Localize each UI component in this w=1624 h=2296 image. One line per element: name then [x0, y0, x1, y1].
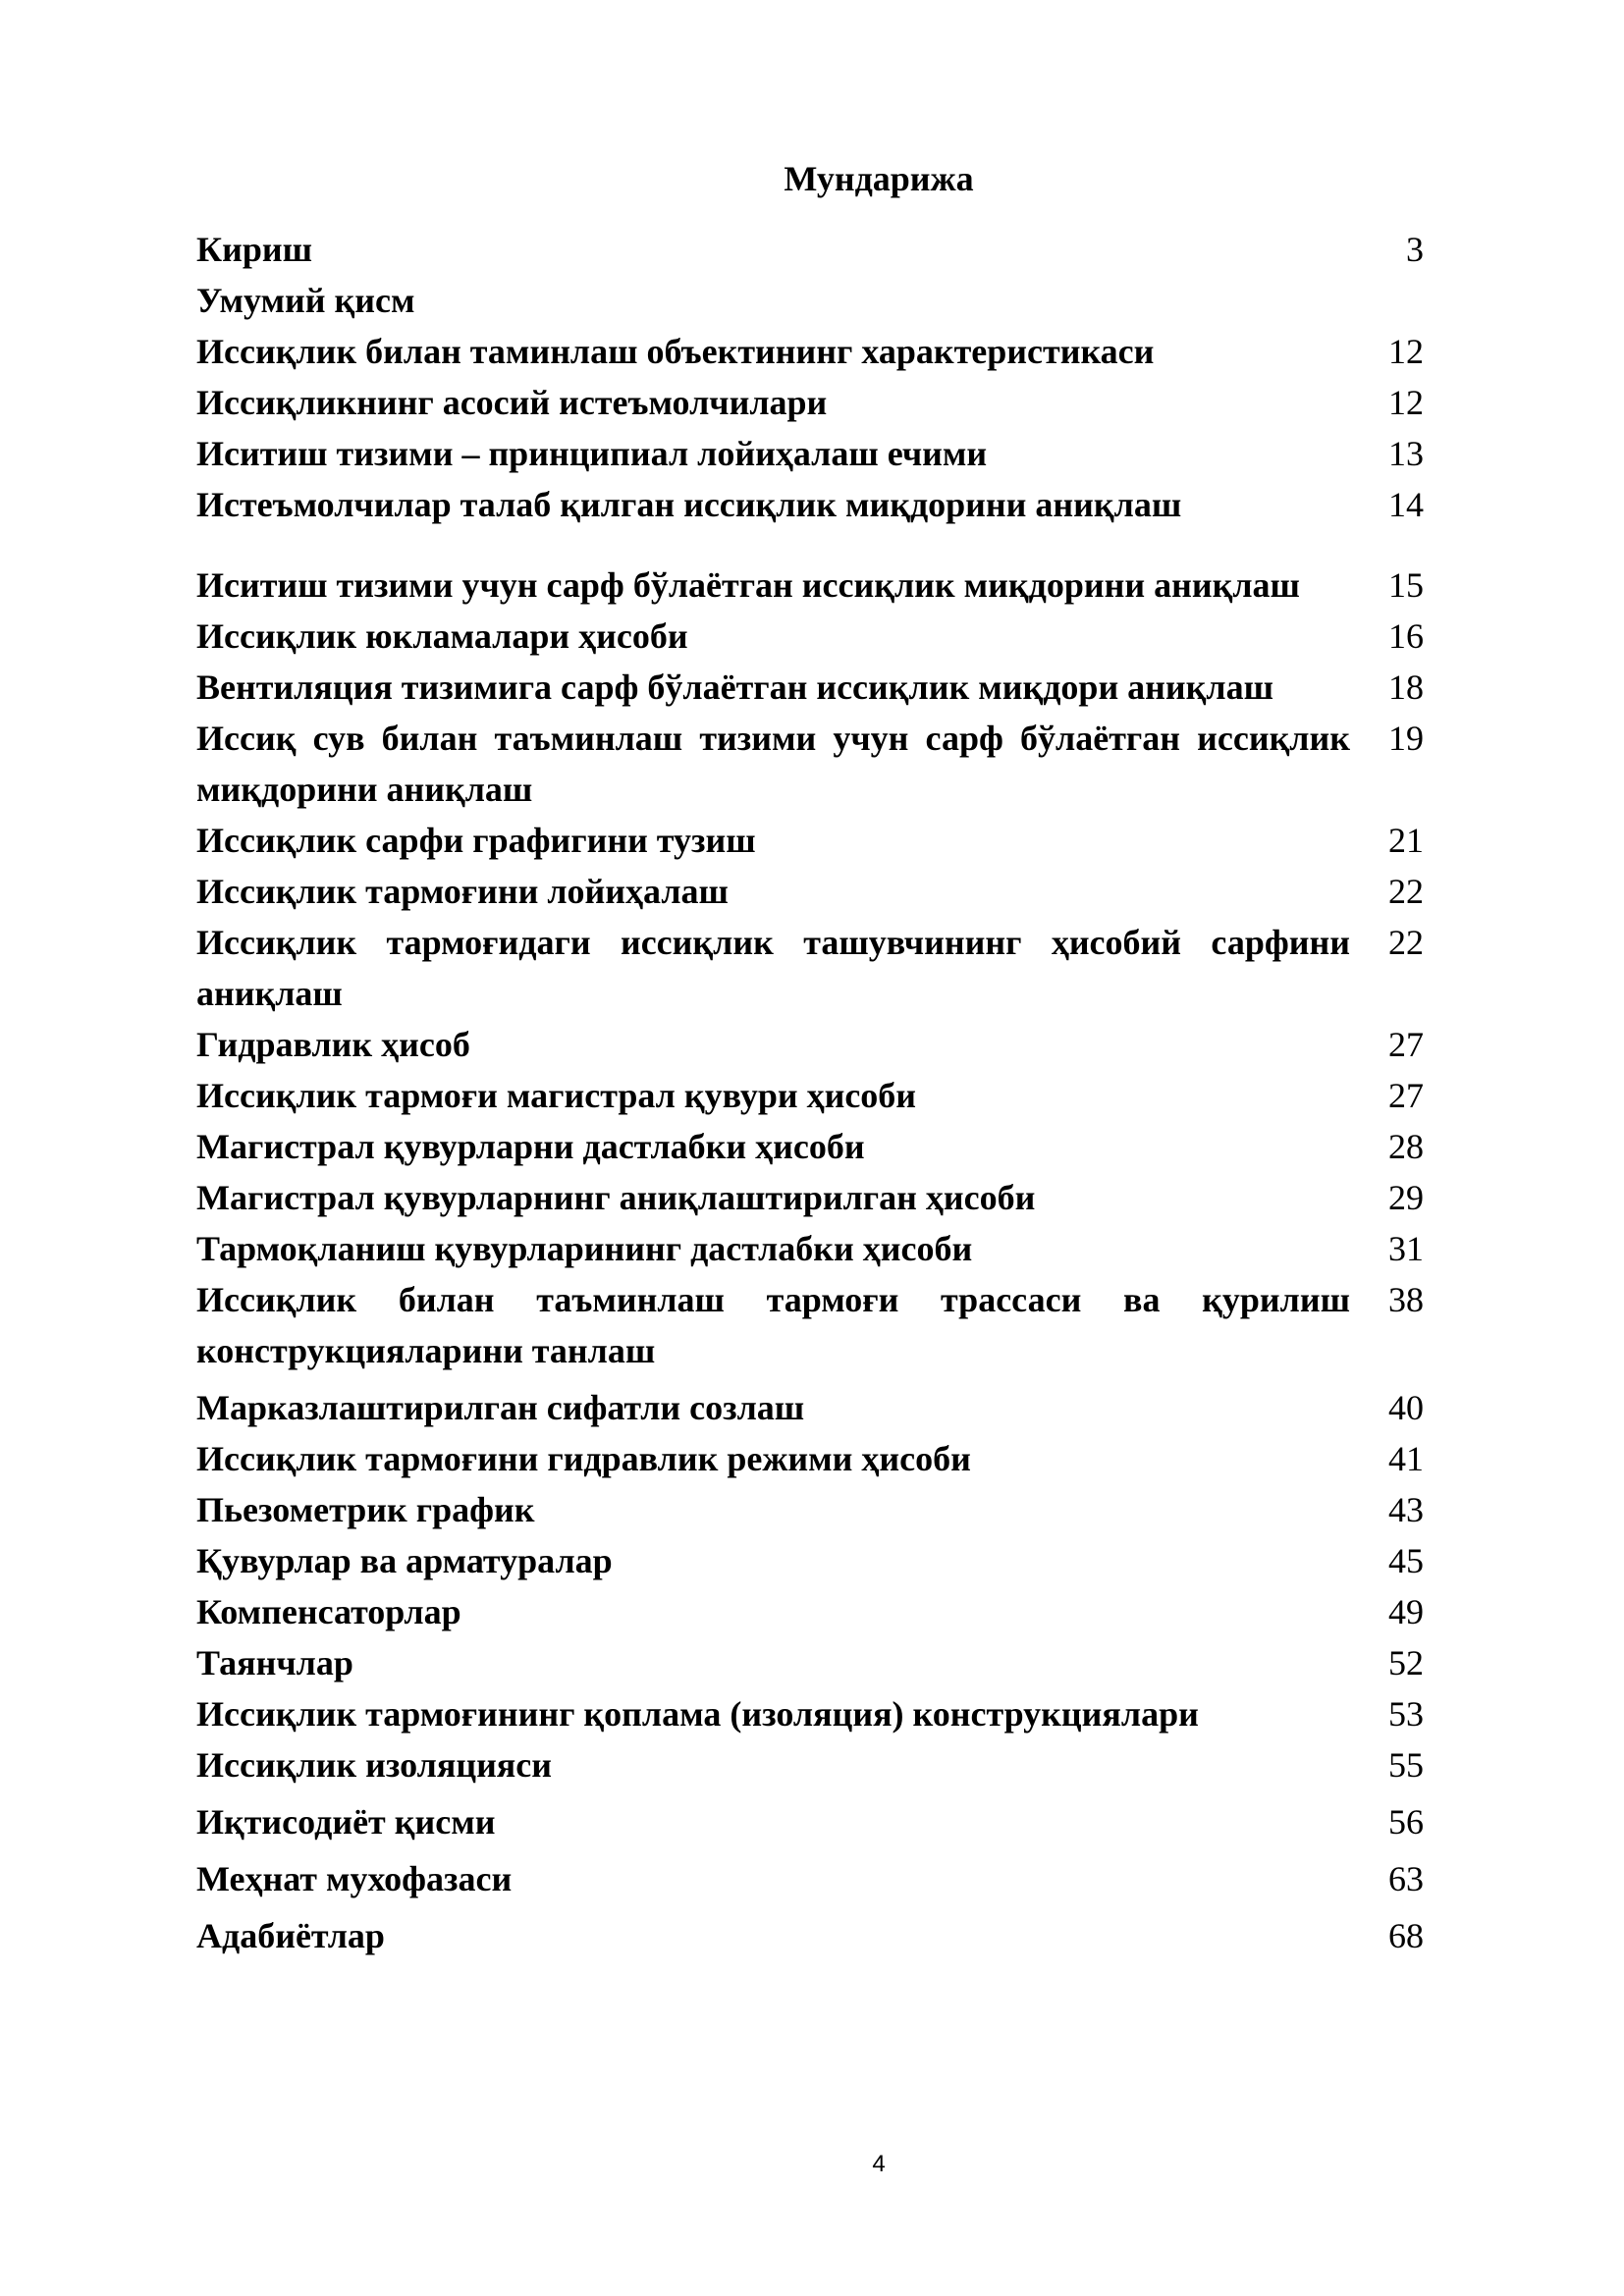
toc-entry-title: Иссиқлик юкламалари ҳисоби: [196, 616, 688, 656]
toc-entry[interactable]: [196, 560, 1424, 611]
toc-entry-page: 41: [1388, 1439, 1424, 1478]
toc-entry-page: 28: [1388, 1127, 1424, 1166]
toc-entry-page: 40: [1388, 1388, 1424, 1427]
toc-entry[interactable]: [196, 1223, 1424, 1274]
toc-entry[interactable]: [196, 1637, 1424, 1688]
toc-entry[interactable]: [196, 224, 1424, 275]
toc-entry-title: Адабиётлар: [196, 1916, 385, 1955]
toc-entry-title: Истеъмолчилар талаб қилган иссиқлик миқдорини аниқлаш: [196, 485, 1182, 524]
toc-entry[interactable]: [196, 1910, 1424, 1961]
toc-entry-title: Меҳнат мухофазаси: [196, 1859, 513, 1898]
toc-entry-title: Иссиқлик тармоғини гидравлик режими ҳисоби: [196, 1439, 971, 1478]
toc-entry[interactable]: [196, 917, 1424, 1019]
toc-entry[interactable]: [196, 479, 1424, 530]
table-of-contents: [196, 224, 1424, 1961]
toc-entry-page: 22: [1388, 923, 1424, 962]
toc-entry-page: 68: [1388, 1916, 1424, 1955]
toc-entry[interactable]: [196, 1484, 1424, 1535]
toc-entry[interactable]: [196, 1796, 1424, 1847]
toc-entry-page: 3: [1406, 230, 1424, 269]
toc-entry-page: 63: [1388, 1859, 1424, 1898]
toc-entry[interactable]: [196, 1019, 1424, 1070]
toc-entry-title: Қувурлар ва арматуралар: [196, 1541, 613, 1580]
toc-entry-title: Магистрал қувурларнинг аниқлаштирилган ҳисоби: [196, 1178, 1036, 1217]
toc-entry-page: 53: [1388, 1694, 1424, 1734]
toc-entry-title: Иссиқлик сарфи графигини тузиш: [196, 821, 756, 860]
toc-entry-title: Компенсаторлар: [196, 1592, 461, 1631]
toc-entry[interactable]: [196, 1739, 1424, 1790]
toc-entry[interactable]: [196, 1070, 1424, 1121]
toc-entry[interactable]: [196, 1382, 1424, 1433]
toc-entry-title: Умумий қисм: [196, 281, 415, 320]
toc-entry-page: 15: [1388, 565, 1424, 605]
toc-entry-page: 16: [1388, 616, 1424, 656]
toc-entry[interactable]: [196, 662, 1424, 713]
toc-entry-page: 19: [1388, 719, 1424, 758]
toc-entry-title: Иссиқ сув билан таъминлаш тизими учун сарф бўлаётган иссиқлик миқдорини аниқлаш: [196, 719, 1350, 809]
toc-entry[interactable]: [196, 428, 1424, 479]
toc-entry-page: 29: [1388, 1178, 1424, 1217]
toc-entry-page: 12: [1388, 383, 1424, 422]
toc-entry[interactable]: [196, 1586, 1424, 1637]
toc-entry-page: 22: [1388, 872, 1424, 911]
toc-entry[interactable]: [196, 1853, 1424, 1904]
toc-entry-title: Гидравлик ҳисоб: [196, 1025, 470, 1064]
toc-entry-title: Иссиқлик тармоғининг қоплама (изоляция) конструкциялари: [196, 1694, 1199, 1734]
toc-entry-title: Иссиқликнинг асосий истеъмолчилари: [196, 383, 828, 422]
toc-heading: Мундарижа: [784, 159, 974, 198]
toc-entry-page: 56: [1388, 1802, 1424, 1842]
toc-entry[interactable]: [196, 1433, 1424, 1484]
toc-entry-page: 27: [1388, 1025, 1424, 1064]
toc-entry-page: 14: [1388, 485, 1424, 524]
toc-entry[interactable]: [196, 1688, 1424, 1739]
toc-entry-page: 52: [1388, 1643, 1424, 1682]
page-number: 4: [872, 2151, 886, 2177]
toc-entry[interactable]: [196, 1535, 1424, 1586]
toc-entry-title: Пьезометрик график: [196, 1490, 535, 1529]
toc-entry-title: Иссиқлик тармоғи магистрал қувури ҳисоби: [196, 1076, 917, 1115]
toc-entry-page: 27: [1388, 1076, 1424, 1115]
toc-entry-title: Иқтисодиёт қисми: [196, 1802, 496, 1842]
toc-entry[interactable]: [196, 815, 1424, 866]
toc-entry-page: 43: [1388, 1490, 1424, 1529]
toc-entry[interactable]: [196, 1274, 1424, 1376]
toc-entry[interactable]: [196, 1172, 1424, 1223]
toc-entry-title: Иситиш тизими учун сарф бўлаётган иссиқлик миқдорини аниқлаш: [196, 565, 1300, 605]
toc-entry-title: Марказлаштирилган сифатли созлаш: [196, 1388, 805, 1427]
toc-entry-page: 45: [1388, 1541, 1424, 1580]
toc-entry-title: Магистрал қувурларни дастлабки ҳисоби: [196, 1127, 865, 1166]
toc-entry-title: Иссиқлик изоляцияси: [196, 1745, 553, 1785]
toc-entry[interactable]: [196, 1121, 1424, 1172]
toc-entry-title: Вентиляция тизимига сарф бўлаётган иссиқлик миқдори аниқлаш: [196, 667, 1273, 707]
toc-entry-title: Тармоқланиш қувурларининг дастлабки ҳисоби: [196, 1229, 973, 1268]
toc-entry-page: 18: [1388, 667, 1424, 707]
toc-entry-page: 12: [1388, 332, 1424, 371]
toc-entry[interactable]: [196, 275, 1424, 326]
toc-entry-page: 13: [1388, 434, 1424, 473]
toc-entry[interactable]: [196, 866, 1424, 917]
toc-entry-title: Иситиш тизими – принципиал лойиҳалаш ечими: [196, 434, 988, 473]
toc-entry-title: Кириш: [196, 230, 313, 269]
toc-entry-title: Иссиқлик билан таминлаш объектининг характеристикаси: [196, 332, 1155, 371]
toc-entry-page: 38: [1388, 1280, 1424, 1319]
toc-entry[interactable]: [196, 326, 1424, 377]
toc-entry-page: 49: [1388, 1592, 1424, 1631]
toc-entry[interactable]: [196, 611, 1424, 662]
toc-entry-title: Таянчлар: [196, 1643, 353, 1682]
toc-entry-page: 21: [1388, 821, 1424, 860]
toc-entry-page: 31: [1388, 1229, 1424, 1268]
toc-entry-title: Иссиқлик тармоғини лойиҳалаш: [196, 872, 729, 911]
toc-entry[interactable]: [196, 713, 1424, 815]
toc-entry-page: 55: [1388, 1745, 1424, 1785]
toc-entry-title: Иссиқлик тармоғидаги иссиқлик ташувчининг ҳисобий сарфини аниқлаш: [196, 923, 1350, 1013]
toc-entry-title: Иссиқлик билан таъминлаш тармоғи трассаси ва қурилиш конструкцияларини танлаш: [196, 1280, 1350, 1370]
toc-entry[interactable]: [196, 377, 1424, 428]
